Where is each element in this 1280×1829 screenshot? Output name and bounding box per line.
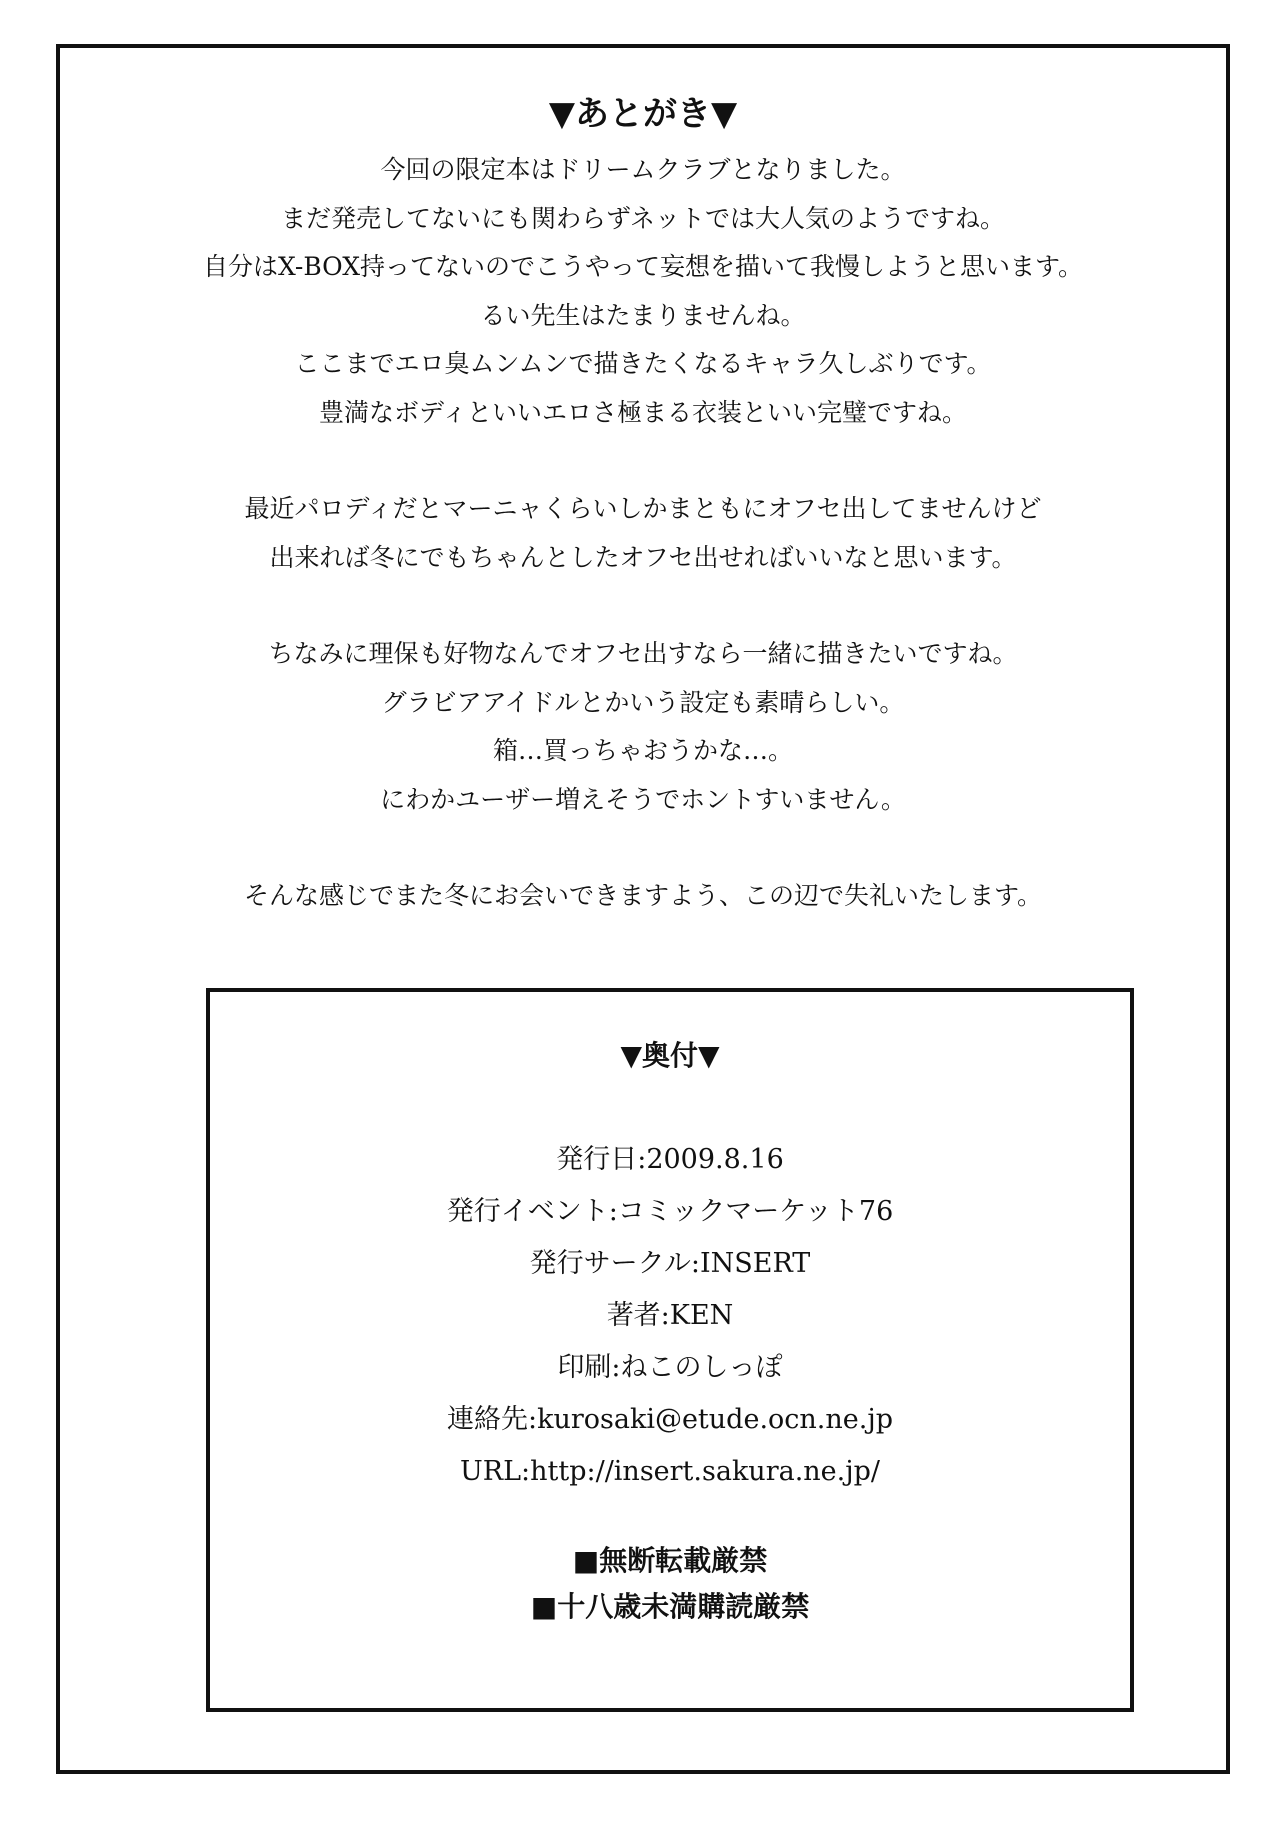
afterword-line: 豊満なボディといいエロさ極まる衣装といい完璧ですね。 — [318, 397, 967, 427]
paragraph-spacer — [60, 824, 1226, 872]
afterword-section — [60, 90, 1226, 921]
printer: 印刷:ねこのしっぽ — [557, 1352, 783, 1383]
afterword-line: 自分はX-BOX持ってないのでこうやって妄想を描いて我慢しようと思います。 — [202, 252, 1084, 281]
contact-email: 連絡先:kurosaki@etude.ocn.ne.jp — [447, 1404, 893, 1435]
page-frame — [56, 44, 1230, 1774]
author: 著者:KEN — [606, 1300, 734, 1331]
colophon-title: ▼奥付▼ — [620, 1039, 720, 1072]
paragraph-spacer — [60, 582, 1226, 630]
afterword-line: にわかユーザー増えそうでホントすいません。 — [380, 784, 906, 814]
notices — [210, 1538, 1130, 1630]
paragraph-spacer — [60, 437, 1226, 485]
afterword-line: 箱…買っちゃおうかな…。 — [492, 736, 793, 765]
afterword-paragraph — [60, 630, 1226, 824]
colophon-box — [206, 988, 1134, 1712]
afterword-line: まだ発売してないにも関わらずネットでは大人気のようですね。 — [280, 203, 1005, 233]
afterword-line: 出来れば冬にでもちゃんとしたオフセ出せればいいなと思います。 — [269, 542, 1017, 572]
age-restriction-notice: ■十八歳未満購読厳禁 — [530, 1590, 810, 1623]
publish-circle: 発行サークル:INSERT — [529, 1248, 811, 1279]
afterword-line: ここまでエロ臭ムンムンで描きたくなるキャラ久しぶりです。 — [294, 349, 992, 378]
publish-event: 発行イベント:コミックマーケット76 — [446, 1196, 894, 1227]
afterword-line: 最近パロディだとマーニャくらいしかまともにオフセ出してませんけど — [244, 494, 1042, 523]
afterword-line: 今回の限定本はドリームクラブとなりました。 — [380, 155, 906, 184]
publish-date: 発行日:2009.8.16 — [556, 1144, 784, 1175]
afterword-line: そんな感じでまた冬にお会いできますよう、この辺で失礼いたします。 — [243, 881, 1042, 910]
afterword-paragraph — [60, 485, 1226, 582]
afterword-title: ▼あとがき▼ — [548, 94, 738, 134]
afterword-paragraph — [60, 872, 1226, 921]
colophon-list — [210, 1134, 1130, 1498]
afterword-paragraph — [60, 146, 1226, 437]
afterword-line: るい先生はたまりませんね。 — [480, 300, 806, 330]
no-reproduction-notice: ■無断転載厳禁 — [572, 1544, 768, 1577]
website-url: URL:http://insert.sakura.ne.jp/ — [460, 1456, 880, 1487]
afterword-line: ちなみに理保も好物なんでオフセ出すなら一緒に描きたいですね。 — [268, 639, 1018, 668]
afterword-line: グラビアアイドルとかいう設定も素晴らしい。 — [381, 687, 905, 717]
